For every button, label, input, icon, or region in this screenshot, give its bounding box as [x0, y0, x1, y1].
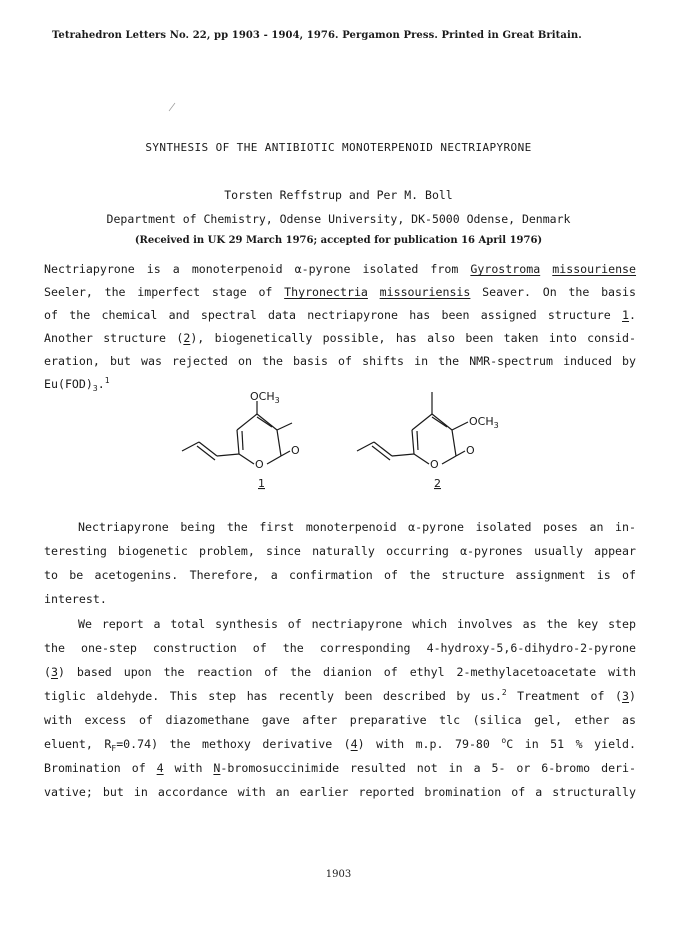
ref-structure-2: 2 [183, 331, 191, 345]
ref-compound-3: 3 [50, 665, 58, 679]
genus-thyronectria: Thyronectria [284, 285, 368, 299]
journal-header: Tetrahedron Letters No. 22, pp 1903 - 1904, 1976. Pergamon Press. Printed in Great Britain. [52, 30, 582, 41]
ref-compound-4b: 4 [156, 761, 164, 775]
p3-line-5: with excess of diazomethane gave after preparative tlc (silica gel, ether as [44, 713, 636, 727]
ref-compound-4: 4 [350, 737, 358, 751]
authors: Torsten Reffstrup and Per M. Boll [224, 188, 453, 202]
structures-svg [170, 384, 510, 494]
stray-pen-mark [168, 102, 176, 112]
s1-methoxy-label: $OCH_3$ [250, 390, 280, 405]
species-missouriense: missouriense [552, 262, 637, 276]
footnote-1: 1 [104, 376, 110, 385]
page-number: 1903 [325, 869, 352, 880]
p2-line-2: teresting biogenetic problem, since naturally occurring α-pyrones usually appear [44, 544, 636, 558]
p3-line-8: vative; but in accordance with an earlier reported bromination of a structurally [44, 785, 636, 799]
article-title: SYNTHESIS OF THE ANTIBIOTIC MONOTERPENOID NECTRIAPYRONE [145, 141, 532, 154]
p1-line-4: Another structure (2), biogenetically possible, has also been taken into consid- [44, 331, 636, 345]
s2-carbonyl-oxygen: O [466, 444, 475, 457]
p2-line-1: Nectriapyrone being the first monoterpenoid α-pyrone isolated poses an in- [78, 520, 636, 534]
s2-ring-oxygen: O [430, 458, 439, 471]
compound-label-1: 1 [258, 477, 265, 490]
p2-line-4: interest. [44, 592, 107, 606]
footnote-2: 2 [501, 688, 507, 697]
species-missouriensis: missouriensis [379, 285, 471, 299]
p1-line-3: of the chemical and spectral data nectriapyrone has been assigned structure 1. [44, 308, 636, 322]
p3-line-4: tiglic aldehyde. This step has recently been described by us.$^2$ Treatment of (3) [44, 688, 636, 703]
affiliation: Department of Chemistry, Odense University, DK-5000 Odense, Denmark [106, 212, 571, 226]
received-dates: (Received in UK 29 March 1976; accepted for publication 16 April 1976) [134, 235, 543, 246]
s2-methoxy-label: $OCH_3$ [469, 415, 499, 430]
genus-gyrostroma: Gyrostroma [470, 262, 541, 276]
p1-line-6: $Eu(FOD)_3.^1$ [44, 376, 110, 393]
p2-line-3: to be acetogenins. Therefore, a confirmation of the structure assignment is of [44, 568, 636, 582]
p3-line-1: We report a total synthesis of nectriapyrone which involves as the key step [78, 617, 636, 631]
p1-line-5: eration, but was rejected on the basis of shifts in the NMR-spectrum induced by [44, 354, 636, 368]
p1-line-1: Nectriapyrone is a monoterpenoid α-pyrone isolated from Gyrostroma missouriense [44, 262, 637, 276]
p1-line-2: Seeler, the imperfect stage of Thyronectria missouriensis Seaver. On the basis [44, 285, 636, 299]
compound-label-2: 2 [434, 477, 441, 490]
ref-structure-1: 1 [622, 308, 630, 322]
structure-figure [170, 384, 510, 494]
p3-line-2: the one-step construction of the corresponding 4-hydroxy-5,6-dihydro-2-pyrone [44, 641, 636, 655]
ref-compound-3b: 3 [622, 689, 630, 703]
p3-line-3: (3) based upon the reaction of the dianion of ethyl 2-methylacetoacetate with [44, 665, 636, 679]
p3-line-6: eluent, $R_F=0.74$) the methoxy derivative (4) with m.p. 79-80 $^o$C in 51 % yield. [44, 736, 637, 753]
s1-ring-oxygen: O [255, 458, 264, 471]
p3-line-7: Bromination of 4 with N-bromosuccinimide resulted not in a 5- or 6-bromo deri- [44, 761, 636, 775]
s1-carbonyl-oxygen: O [291, 444, 300, 457]
